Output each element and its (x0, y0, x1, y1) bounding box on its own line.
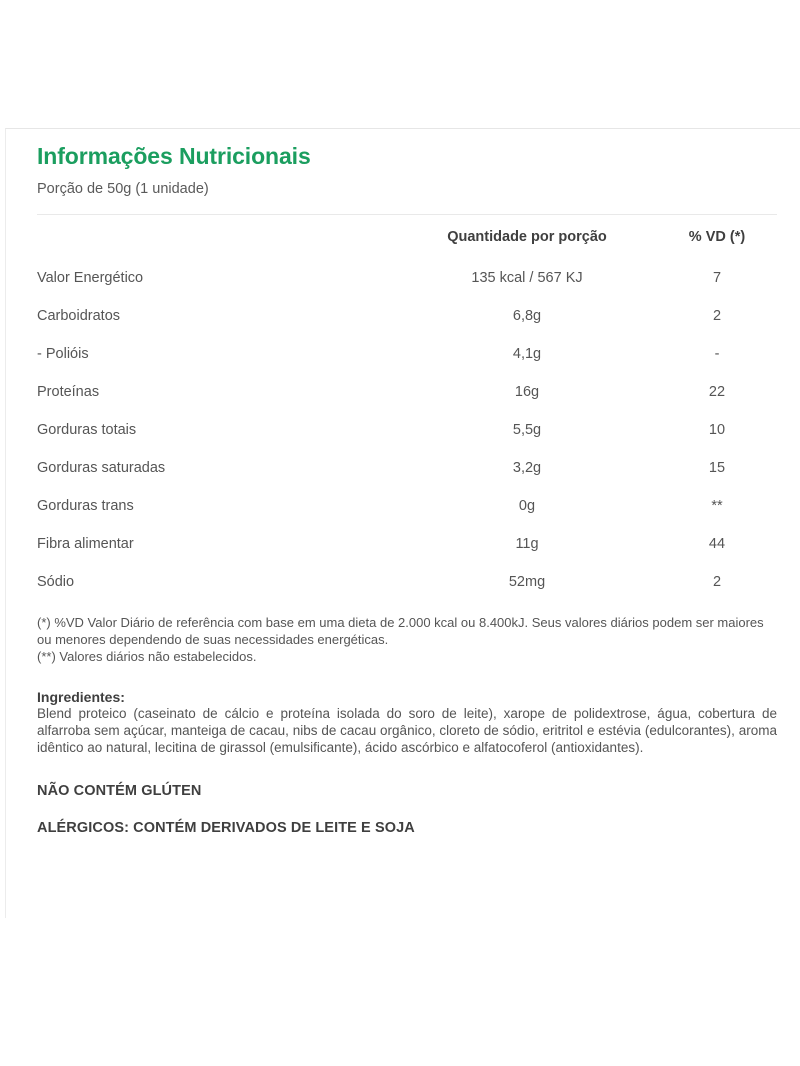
cell-amount: 0g (518, 498, 536, 515)
table-row (37, 487, 777, 525)
table-row (37, 297, 777, 335)
footnotes (37, 615, 777, 665)
cell-amount: 3,2g (512, 460, 542, 477)
cell-amount: 4,1g (512, 346, 542, 363)
cell-amount: 11g (515, 536, 539, 553)
cell-nutrient: Gorduras totais (37, 422, 137, 439)
table-row (37, 525, 777, 563)
header-divider (37, 214, 777, 215)
table-row (37, 411, 777, 449)
cell-daily-value: - (714, 346, 720, 363)
nutrition-facts-panel (5, 128, 800, 918)
cell-amount: 16g (514, 384, 540, 401)
cell-daily-value: 44 (708, 536, 726, 553)
cell-amount: 5,5g (512, 422, 542, 439)
table-row (37, 563, 777, 601)
column-header-daily-value: % VD (*) (688, 229, 746, 246)
table-row (37, 449, 777, 487)
cell-daily-value: ** (711, 498, 723, 515)
cell-daily-value: 22 (708, 384, 726, 401)
cell-daily-value: 15 (708, 460, 726, 477)
table-row (37, 335, 777, 373)
cell-amount: 135 kcal / 567 KJ (471, 270, 583, 287)
cell-nutrient: Valor Energético (37, 270, 144, 287)
cell-nutrient: Fibra alimentar (37, 536, 134, 553)
cell-daily-value: 10 (708, 422, 726, 439)
gluten-warning: NÃO CONTÉM GLÚTEN (37, 782, 202, 799)
nutrition-table-body (37, 259, 777, 601)
cell-amount: 6,8g (512, 308, 542, 325)
cell-nutrient: Gorduras saturadas (37, 460, 166, 477)
cell-nutrient: Sódio (37, 574, 75, 591)
cell-daily-value: 7 (712, 270, 722, 287)
table-header-row (37, 221, 777, 259)
serving-size-text: Porção de 50g (1 unidade) (37, 181, 209, 198)
table-row (37, 373, 777, 411)
cell-nutrient: Proteínas (37, 384, 100, 401)
cell-nutrient: Gorduras trans (37, 498, 134, 515)
page-title: Informações Nutricionais (37, 143, 311, 169)
allergen-warning: ALÉRGICOS: CONTÉM DERIVADOS DE LEITE E SOJA (37, 819, 415, 836)
ingredients-text: Blend proteico (caseinato de cálcio e proteína isolada do soro de leite), xarope de polidextrose, água, cobertura de alfarroba sem açúcar, manteiga de cacau, nibs de cacau orgânico, cloreto de sódio, eritritol e estévia (edulcorantes), aroma idêntico ao natural, lecitina de girassol (emulsificante), ácido ascórbico e alfatocoferol (antioxidantes). (37, 706, 777, 755)
ingredients-heading: Ingredientes: (37, 689, 125, 706)
nutrition-table (37, 221, 777, 601)
column-header-amount: Quantidade por porção (447, 229, 607, 246)
daily-value-note: (*) %VD Valor Diário de referência com base em uma dieta de 2.000 kcal ou 8.400kJ. Seus valores diários podem ser maiores ou menores dependendo de suas necessidades energéticas. (37, 615, 764, 647)
cell-nutrient: - Polióis (37, 346, 89, 363)
cell-nutrient: Carboidratos (37, 308, 121, 325)
column-header-nutrient (37, 221, 397, 259)
cell-amount: 52mg (508, 574, 546, 591)
cell-daily-value: 2 (712, 308, 722, 325)
table-row (37, 259, 777, 297)
not-established-note: (**) Valores diários não estabelecidos. (37, 648, 257, 664)
cell-daily-value: 2 (712, 574, 722, 591)
